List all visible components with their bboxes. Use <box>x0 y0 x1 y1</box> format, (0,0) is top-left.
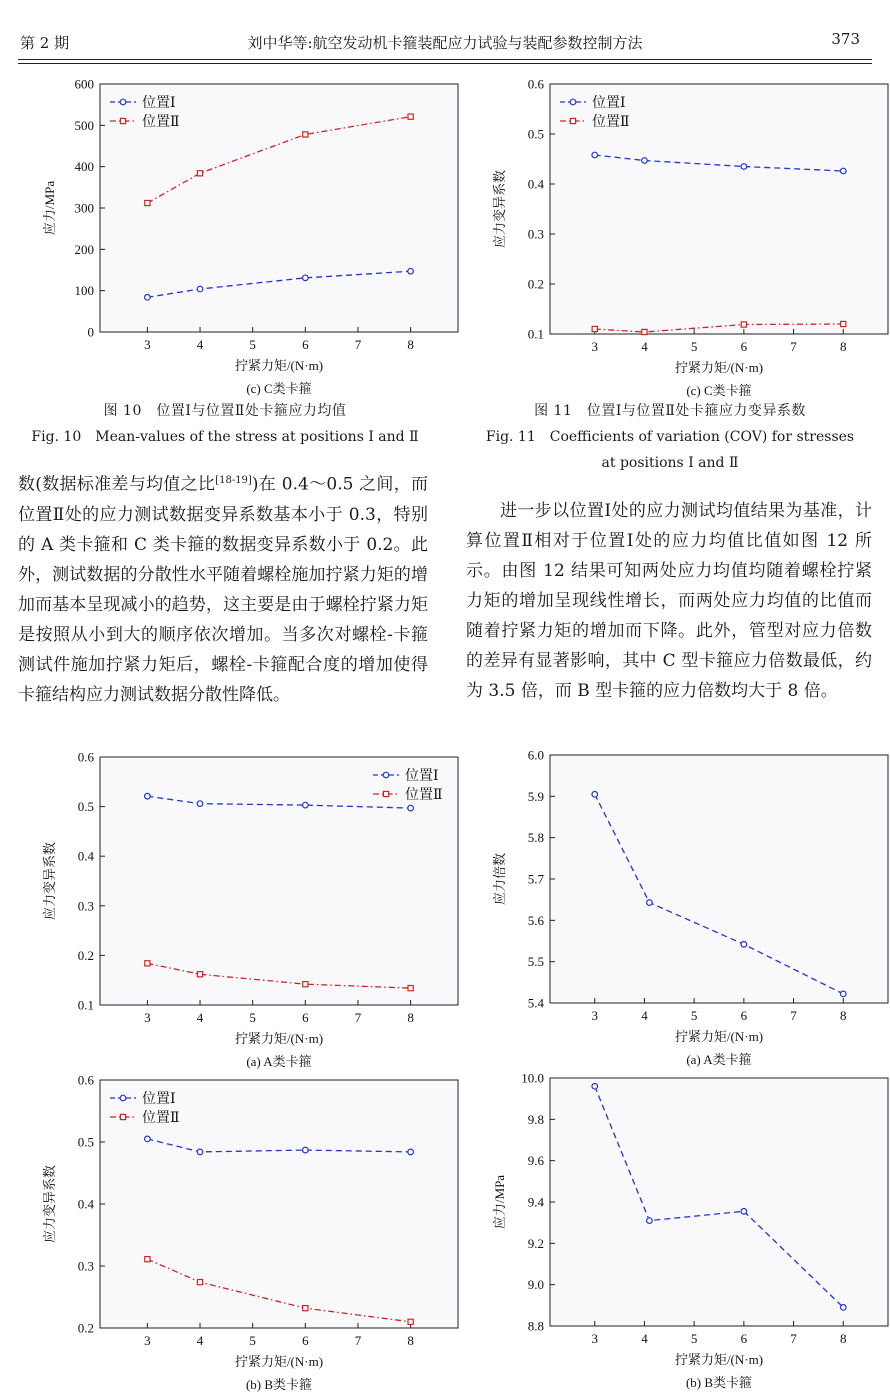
legend-label: 位置Ⅱ <box>142 1111 180 1126</box>
data-point <box>197 1280 202 1285</box>
data-point <box>145 793 151 799</box>
data-point <box>197 972 202 977</box>
data-point <box>145 1136 151 1142</box>
data-point <box>197 1149 203 1155</box>
x-tick-label: 3 <box>144 337 151 352</box>
data-point <box>647 1218 653 1224</box>
data-point <box>741 164 747 170</box>
y-tick-label: 200 <box>74 241 94 257</box>
data-point <box>145 294 151 300</box>
data-point <box>592 1083 598 1089</box>
y-tick-label: 0.6 <box>527 76 544 92</box>
x-tick-label: 8 <box>407 337 414 352</box>
data-point <box>303 1147 309 1153</box>
data-point <box>408 268 414 274</box>
legend-marker <box>570 118 575 123</box>
chart-svg <box>470 72 870 398</box>
x-tick-label: 8 <box>840 1008 847 1023</box>
figure-11-caption-cn: 图 11 位置Ⅰ与位置Ⅱ处卡箍应力变异系数 <box>534 403 806 419</box>
x-tick-label: 7 <box>790 339 797 354</box>
x-axis-label: 拧紧力矩/(N·m) <box>234 1354 324 1369</box>
x-tick-label: 5 <box>249 1333 256 1348</box>
right-paragraph-text: 进一步以位置Ⅰ处的应力测试均值结果为基准，计算位置Ⅱ相对于位置Ⅰ处的应力均值比值如图 12 所示。由图 12 结果可知两处应力均值均随着螺栓拧紧力矩的增加呈现线性增长，而两处应力均值的比值而随着拧紧力矩的增加而下降。此外，管型对应力倍数的差异有显著影响，其中 C 型卡箍应力倍数最低，约为 3.5 倍，而 B 型卡箍的应力倍数均大于 8 倍。 <box>466 501 872 701</box>
y-tick-label: 0.2 <box>527 276 544 292</box>
x-axis-label: 拧紧力矩/(N·m) <box>234 1031 324 1046</box>
y-tick-label: 5.4 <box>527 995 544 1011</box>
running-header <box>0 0 890 60</box>
x-tick-label: 5 <box>690 1008 698 1023</box>
x-tick-label: 4 <box>196 1333 204 1348</box>
y-axis-label: 应力变异系数 <box>42 841 57 921</box>
x-tick-label: 7 <box>790 1331 797 1346</box>
data-point <box>642 158 648 164</box>
right-body-paragraph <box>466 496 872 706</box>
y-tick-label: 0.6 <box>77 1072 94 1088</box>
data-point <box>303 802 309 808</box>
chart-subtitle: (a) A类卡箍 <box>686 1052 752 1067</box>
left-paragraph-text-1: 数(数据标准差与均值之比 <box>18 474 216 495</box>
x-tick-label: 3 <box>591 339 598 354</box>
data-point <box>145 1257 150 1262</box>
figure-11-caption <box>455 398 885 476</box>
y-axis-label: 应力/MPa <box>42 180 57 236</box>
legend-marker <box>120 118 125 123</box>
y-tick-label: 0.2 <box>77 1320 94 1336</box>
y-tick-label: 100 <box>74 283 94 299</box>
data-point <box>408 805 414 811</box>
x-tick-label: 5 <box>690 1331 698 1346</box>
legend-marker <box>570 99 576 105</box>
chart-subtitle: (a) A类卡箍 <box>246 1054 312 1069</box>
chart-svg <box>30 1068 430 1392</box>
legend-marker <box>120 1114 125 1119</box>
data-point <box>741 1209 747 1215</box>
data-point <box>303 1306 308 1311</box>
chart-svg <box>30 745 443 1069</box>
y-tick-label: 9.2 <box>527 1235 544 1251</box>
data-point <box>197 171 202 176</box>
plot-frame <box>550 1078 888 1326</box>
y-tick-label: 600 <box>74 76 94 92</box>
x-tick-label: 7 <box>354 1333 362 1348</box>
x-axis-label: 拧紧力矩/(N·m) <box>234 358 324 373</box>
figure-11b-chart <box>30 1068 430 1392</box>
data-point <box>303 982 308 987</box>
x-tick-label: 4 <box>641 1331 648 1346</box>
y-axis-label: 应力倍数 <box>492 852 507 906</box>
legend-label: 位置Ⅱ <box>592 115 630 130</box>
x-tick-label: 3 <box>144 1333 151 1348</box>
data-point <box>592 791 598 797</box>
x-tick-label: 6 <box>740 339 748 354</box>
data-point <box>741 942 747 948</box>
running-title: 刘中华等:航空发动机卡箍装配应力试验与装配参数控制方法 <box>247 34 643 52</box>
x-tick-label: 3 <box>591 1331 598 1346</box>
y-tick-label: 0.5 <box>77 799 94 815</box>
plot-frame <box>550 755 888 1003</box>
data-point <box>841 321 846 326</box>
x-tick-label: 6 <box>302 1010 309 1025</box>
y-tick-label: 0.3 <box>77 898 94 914</box>
header-rule <box>18 59 872 60</box>
y-tick-label: 6.0 <box>527 747 544 763</box>
legend-label: 位置Ⅰ <box>592 96 626 111</box>
chart-subtitle: (b) B类卡箍 <box>685 1375 753 1390</box>
y-tick-label: 5.7 <box>527 871 544 887</box>
x-tick-label: 7 <box>354 1010 362 1025</box>
y-tick-label: 5.6 <box>527 912 544 928</box>
y-axis-label: 应力变异系数 <box>492 169 507 249</box>
x-tick-label: 8 <box>407 1010 414 1025</box>
data-point <box>197 286 203 292</box>
legend-marker <box>120 1095 126 1101</box>
left-body-paragraph <box>18 466 428 710</box>
x-tick-label: 6 <box>740 1008 748 1023</box>
y-tick-label: 0.5 <box>77 1134 94 1150</box>
figure-10-caption-cn: 图 10 位置Ⅰ与位置Ⅱ处卡箍应力均值 <box>103 403 347 419</box>
y-tick-label: 300 <box>74 200 94 216</box>
y-tick-label: 9.6 <box>527 1153 544 1169</box>
legend-label: 位置Ⅱ <box>405 788 443 803</box>
y-tick-label: 0.3 <box>527 226 544 242</box>
legend-label: 位置Ⅰ <box>405 769 439 784</box>
x-tick-label: 5 <box>249 1010 256 1025</box>
legend-label: 位置Ⅱ <box>142 115 180 130</box>
y-tick-label: 500 <box>74 117 94 133</box>
y-tick-label: 5.5 <box>527 954 544 970</box>
legend-marker <box>383 791 388 796</box>
data-point <box>408 1319 413 1324</box>
legend-label: 位置Ⅰ <box>142 96 176 111</box>
header-rule-thin <box>18 63 872 64</box>
data-point <box>408 114 413 119</box>
y-tick-label: 5.8 <box>527 830 544 846</box>
figure-10-caption <box>10 398 440 450</box>
y-tick-label: 0.5 <box>527 126 544 142</box>
x-tick-label: 5 <box>690 339 698 354</box>
y-tick-label: 10.0 <box>521 1070 544 1086</box>
x-tick-label: 6 <box>302 1333 309 1348</box>
data-point <box>642 329 647 334</box>
y-tick-label: 0.3 <box>77 1258 94 1274</box>
y-tick-label: 0.2 <box>77 947 94 963</box>
x-axis-label: 拧紧力矩/(N·m) <box>674 1029 764 1044</box>
chart-subtitle: (b) B类卡箍 <box>245 1377 313 1392</box>
left-paragraph-text-2: )在 0.4～0.5 之间，而位置Ⅱ处的应力测试数据变异系数基本小于 0.3，特别的 A 类卡箍和 C 类卡箍的数据变异系数小于 0.2。此外，测试数据的分散性水平随着螺栓施加拧紧力矩的增加而基本呈现减小的趋势，这主要是由于螺栓拧紧力矩是按照从小到大的顺序依次增加。当多次对螺栓-卡箍测试件施加拧紧力矩后，螺栓-卡箍配合度的增加使得卡箍结构应力测试数据分散性降低。 <box>18 474 428 705</box>
x-tick-label: 7 <box>790 1008 797 1023</box>
data-point <box>303 275 309 281</box>
chart-svg <box>470 743 870 1067</box>
y-tick-label: 0.4 <box>77 848 94 864</box>
data-point <box>741 322 746 327</box>
x-tick-label: 6 <box>740 1331 748 1346</box>
y-tick-label: 9.4 <box>527 1194 544 1210</box>
x-axis-label: 拧紧力矩/(N·m) <box>674 360 764 375</box>
data-point <box>408 1149 414 1155</box>
x-tick-label: 3 <box>144 1010 151 1025</box>
y-tick-label: 0.4 <box>77 1196 94 1212</box>
legend-marker <box>383 772 389 778</box>
x-tick-label: 8 <box>407 1333 414 1348</box>
data-point <box>145 200 150 205</box>
x-tick-label: 4 <box>641 339 648 354</box>
x-axis-label: 拧紧力矩/(N·m) <box>674 1352 764 1367</box>
x-tick-label: 6 <box>302 337 309 352</box>
x-tick-label: 8 <box>840 339 847 354</box>
data-point <box>647 900 653 906</box>
x-tick-label: 3 <box>591 1008 598 1023</box>
chart-svg <box>30 72 430 396</box>
legend-label: 位置Ⅰ <box>142 1092 176 1107</box>
figure-11-caption-en-1: Fig. 11 Coefficients of variation (COV) for stresses <box>485 429 855 445</box>
x-tick-label: 5 <box>249 337 256 352</box>
data-point <box>197 801 203 807</box>
data-point <box>592 152 598 158</box>
figure-10c-chart <box>30 72 430 396</box>
chart-subtitle: (c) C类卡箍 <box>246 381 312 396</box>
y-tick-label: 0 <box>87 324 94 340</box>
y-tick-label: 0.6 <box>77 749 94 765</box>
figure-11c-chart <box>470 72 870 398</box>
x-tick-label: 4 <box>196 337 204 352</box>
y-axis-label: 应力变异系数 <box>42 1164 57 1244</box>
y-tick-label: 9.0 <box>527 1277 544 1293</box>
data-point <box>592 326 597 331</box>
citation-ref: [18-19] <box>215 475 252 486</box>
x-tick-label: 7 <box>354 337 362 352</box>
issue-number: 第 2 期 <box>20 34 70 52</box>
data-point <box>145 961 150 966</box>
data-point <box>840 1305 846 1311</box>
y-tick-label: 0.4 <box>527 176 544 192</box>
legend-marker <box>120 99 126 105</box>
data-point <box>840 991 846 997</box>
x-tick-label: 8 <box>840 1331 847 1346</box>
page-number: 373 <box>831 30 860 48</box>
data-point <box>303 132 308 137</box>
figure-10-caption-en: Fig. 10 Mean-values of the stress at positions Ⅰ and Ⅱ <box>31 429 419 445</box>
chart-subtitle: (c) C类卡箍 <box>686 383 752 398</box>
x-tick-label: 4 <box>641 1008 648 1023</box>
data-point <box>408 986 413 991</box>
y-tick-label: 9.8 <box>527 1111 544 1127</box>
chart-svg <box>470 1066 870 1390</box>
y-tick-label: 0.1 <box>77 997 94 1013</box>
y-tick-label: 0.1 <box>527 326 544 342</box>
figure-11a-chart <box>30 745 443 1069</box>
y-axis-label: 应力/MPa <box>492 1174 507 1230</box>
y-tick-label: 5.9 <box>527 788 544 804</box>
data-point <box>840 168 846 174</box>
x-tick-label: 4 <box>196 1010 204 1025</box>
figure-12a-chart <box>470 743 870 1067</box>
figure-11-caption-en-2: at positions Ⅰ and Ⅱ <box>601 455 739 471</box>
figure-12b-chart <box>470 1066 870 1390</box>
y-tick-label: 400 <box>74 159 94 175</box>
y-tick-label: 8.8 <box>527 1318 544 1334</box>
